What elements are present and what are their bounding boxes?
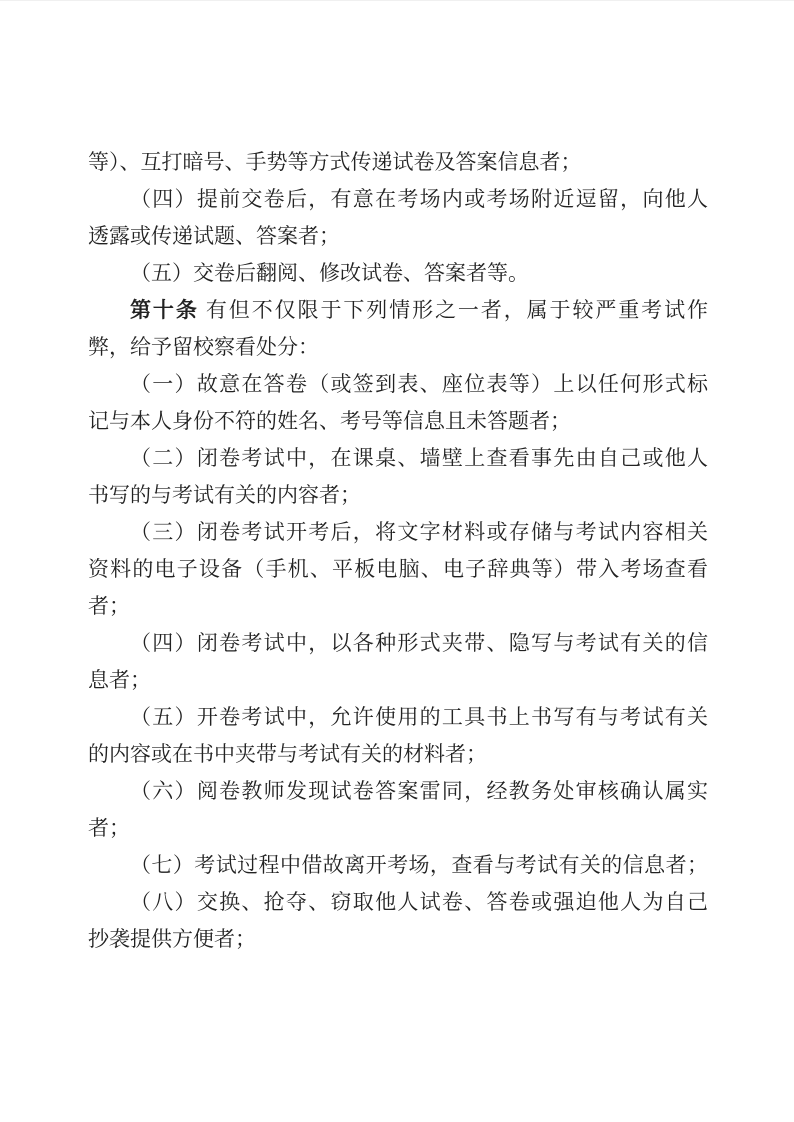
line-text: 书写的与考试有关的内容者； xyxy=(88,483,361,507)
text-line xyxy=(88,884,708,921)
text-line xyxy=(88,292,708,329)
line-text: 等）、互打暗号、手势等方式传递试卷及答案信息者； xyxy=(88,150,582,174)
line-text: 者； xyxy=(88,594,130,618)
line-text: 者； xyxy=(88,816,130,840)
text-line xyxy=(88,477,708,514)
line-text: 资料的电子设备（手机、平板电脑、电子辞典等）带入考场查看 xyxy=(88,557,708,581)
text-line xyxy=(88,773,708,810)
line-text: 透露或传递试题、答案者； xyxy=(88,224,340,248)
line-text: 息者； xyxy=(88,668,151,692)
text-line xyxy=(88,218,708,255)
line-text: 记与本人身份不符的姓名、考号等信息且未答题者； xyxy=(88,409,571,433)
text-line xyxy=(88,662,708,699)
text-line xyxy=(88,921,708,958)
text-line xyxy=(88,144,708,181)
text-line xyxy=(88,625,708,662)
text-line xyxy=(88,551,708,588)
line-text: （三）闭卷考试开考后，将文字材料或存储与考试内容相关 xyxy=(130,520,708,544)
line-text: （四）闭卷考试中，以各种形式夹带、隐写与考试有关的信 xyxy=(130,631,708,655)
line-bold-prefix: 第十条 xyxy=(130,298,199,322)
text-line xyxy=(88,847,708,884)
text-line xyxy=(88,810,708,847)
line-text: （八）交换、抢夺、窃取他人试卷、答卷或强迫他人为自己 xyxy=(130,890,708,914)
text-line xyxy=(88,181,708,218)
line-text: 的内容或在书中夹带与考试有关的材料者； xyxy=(88,742,487,766)
line-text: （七）考试过程中借故离开考场，查看与考试有关的信息者； xyxy=(130,853,708,877)
line-text: （四）提前交卷后，有意在考场内或考场附近逗留，向他人 xyxy=(130,187,708,211)
text-line xyxy=(88,329,708,366)
text-line xyxy=(88,699,708,736)
text-line xyxy=(88,588,708,625)
text-line xyxy=(88,255,708,292)
text-line xyxy=(88,736,708,773)
line-text: （五）交卷后翻阅、修改试卷、答案者等。 xyxy=(130,261,529,285)
line-text: （六）阅卷教师发现试卷答案雷同，经教务处审核确认属实 xyxy=(130,779,708,803)
text-line xyxy=(88,366,708,403)
text-line xyxy=(88,440,708,477)
line-text: 有但不仅限于下列情形之一者，属于较严重考试作 xyxy=(198,298,709,322)
document-body xyxy=(88,144,708,958)
line-text: 弊，给予留校察看处分： xyxy=(88,335,319,359)
text-line xyxy=(88,514,708,551)
line-text: （一）故意在答卷（或签到表、座位表等）上以任何形式标 xyxy=(130,372,708,396)
line-text: （五）开卷考试中，允许使用的工具书上书写有与考试有关 xyxy=(130,705,708,729)
line-text: （二）闭卷考试中，在课桌、墙壁上查看事先由自己或他人 xyxy=(130,446,708,470)
text-line xyxy=(88,403,708,440)
line-text: 抄袭提供方便者； xyxy=(88,927,256,951)
